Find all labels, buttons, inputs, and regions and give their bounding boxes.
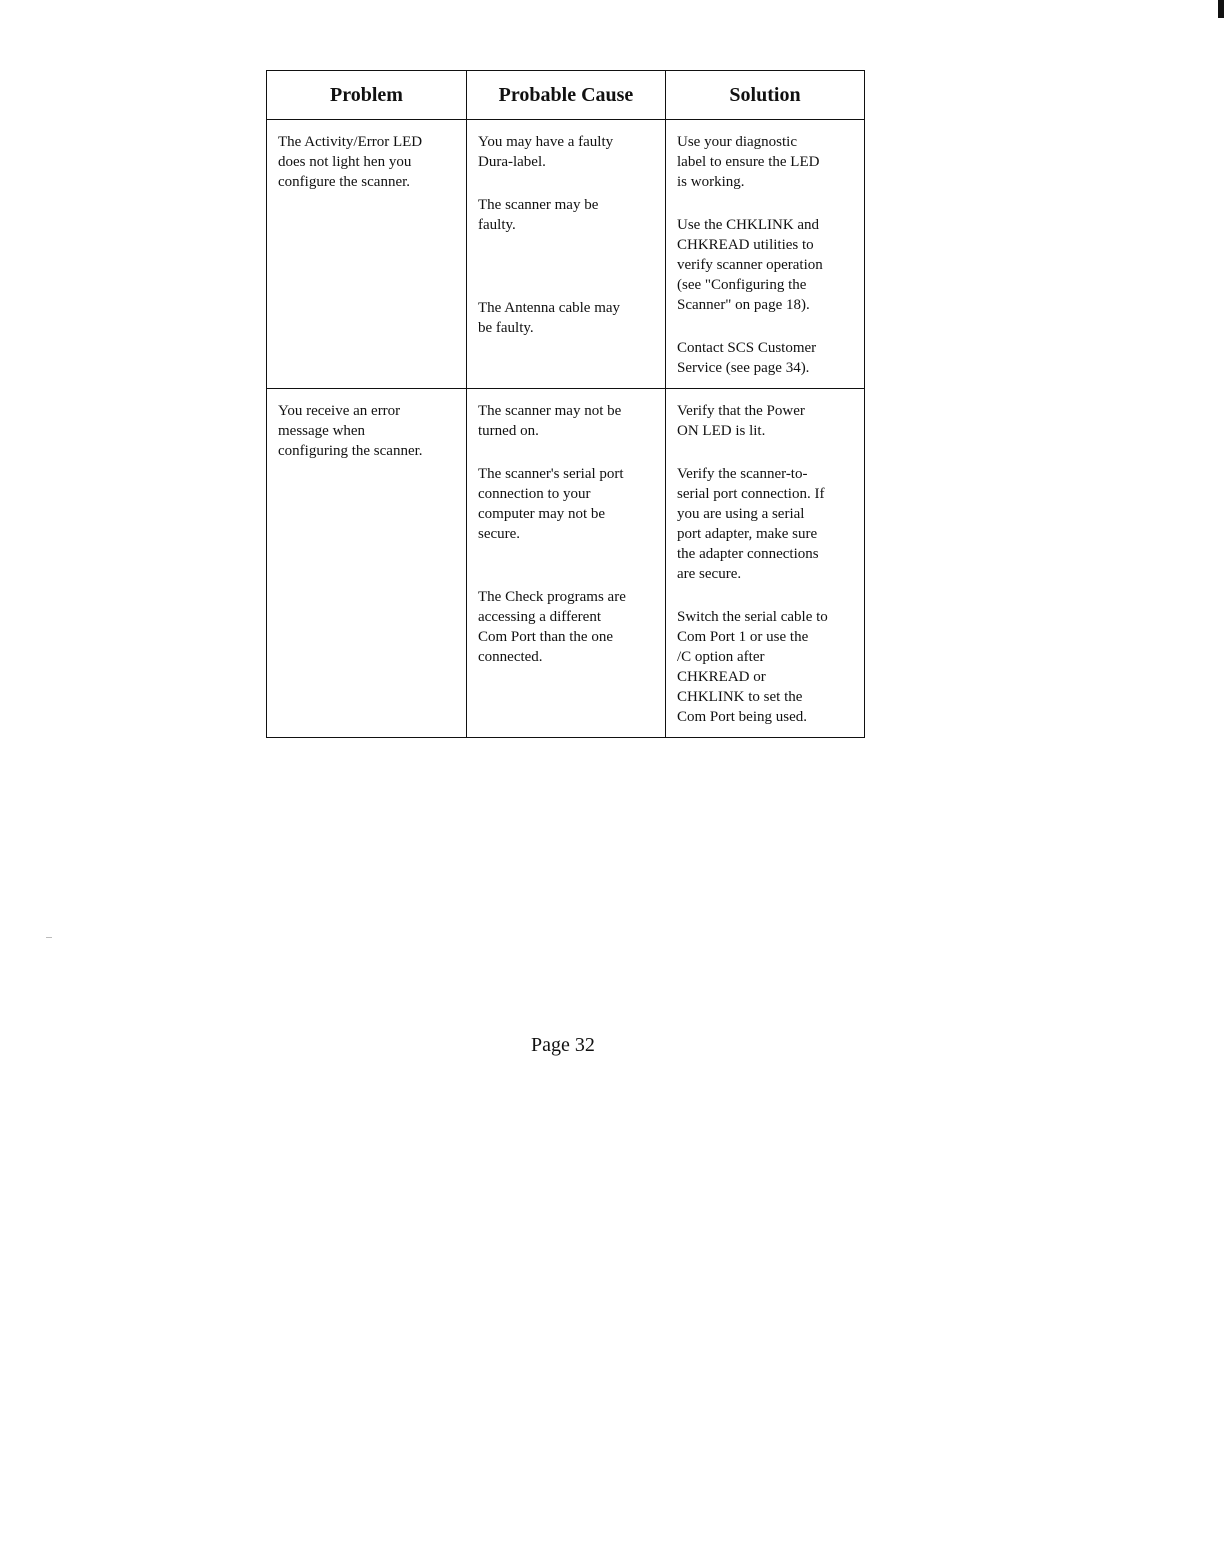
troubleshooting-table [266, 70, 865, 738]
cause-text: The scanner may not be turned on. [478, 403, 622, 439]
cause-text: The Antenna cable may be faulty. [478, 300, 621, 336]
solution-cell [665, 389, 864, 737]
cause-text: The scanner's serial port connection to your computer may not be secure. [478, 466, 624, 542]
problem-text: The Activity/Error LED does not light hen you configure the scanner. [278, 134, 423, 190]
cause-text: The Check programs are accessing a different Com Port than the one connected. [478, 589, 626, 665]
header-probable-cause: Probable Cause [466, 71, 665, 119]
header-solution: Solution [665, 71, 864, 119]
solution-text: Use the CHKLINK and CHKREAD utilities to verify scanner operation (see "Configuring the Scanner" on page 18). [677, 217, 823, 313]
cause-text: You may have a faulty Dura-label. [478, 134, 614, 170]
problem-cell [267, 120, 466, 388]
header-problem: Problem [330, 83, 403, 106]
solution-text: Switch the serial cable to Com Port 1 or use the /C option after CHKREAD or CHKLINK to set the Com Port being used. [677, 609, 828, 725]
solution-cell [665, 120, 864, 388]
solution-text: Verify that the Power ON LED is lit. [677, 403, 805, 439]
cause-cell [466, 120, 665, 388]
scan-corner-mark [1218, 0, 1224, 18]
solution-text: Use your diagnostic label to ensure the LED is working. [677, 134, 820, 190]
table-header-row [267, 71, 864, 119]
table-row [267, 388, 864, 737]
problem-text: You receive an error message when configuring the scanner. [278, 403, 423, 459]
table-row [267, 119, 864, 388]
solution-text: Verify the scanner-to- serial port connection. If you are using a serial port adapter, make sure the adapter connections are secure. [677, 466, 825, 582]
problem-cell [267, 389, 466, 737]
cause-text: The scanner may be faulty. [478, 197, 599, 233]
solution-text: Contact SCS Customer Service (see page 34). [677, 340, 817, 376]
page-number: Page 32 [531, 1034, 595, 1056]
cause-cell [466, 389, 665, 737]
scan-margin-tick [46, 937, 52, 938]
